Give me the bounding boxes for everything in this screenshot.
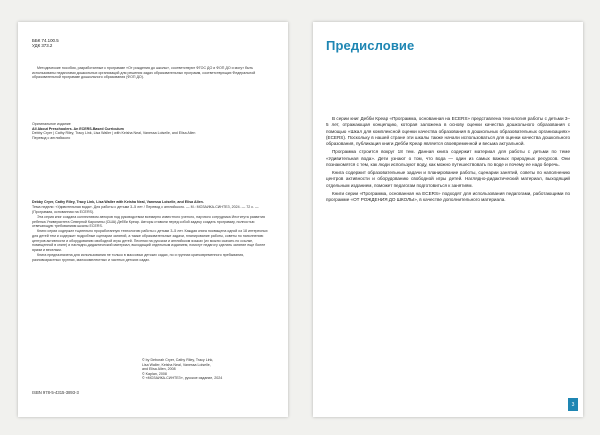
copyright-line: © «МОЗАИКА-СИНТЕЗ», русское издание, 2024 — [142, 376, 223, 381]
preface-paragraph: Книги серии «Программа, основанная на ECERS» подходят для использования педагогами, работающими по программе «ОТ РОЖДЕНИЯ ДО ШКОЛЫ», в качестве дополнительного материала. — [326, 190, 570, 202]
copyright-line: © Kaplan, 2008 — [142, 371, 167, 376]
biblio-paragraph: Книга предназначена для использования не только в массовых детских садах, но и группах кратковременного пребывания, разновозрастных группах, малокомплектных и частных детских садах. — [32, 252, 245, 262]
preface-paragraph: Программа строится вокруг 18 тем. Данная книга содержит материал для работы с детьми по теме «Удивительная вода». Дети узнают о том, что вода — один из самых важных природных ресурсов. Они познакомятся с тем, как люди используют воду, как можно путешествовать по воде и почему ее надо беречь. — [326, 149, 570, 167]
bibliographic-description — [32, 200, 272, 263]
preface-title: Предисловие — [326, 38, 415, 53]
copyright-line: and Elisa Allen, 2008 — [142, 367, 176, 372]
page-number: 3 — [568, 398, 578, 411]
original-title: All About Preschoolers. An ECERS-Based Curriculum — [32, 126, 124, 131]
biblio-paragraph: Книги серии содержат тщательно проработанную технологию работы с детьми 3–5 лет. Каждая книга посвящена одной из 18 интересных для детей тем и содержит подробные сценарии занятий, а также образовательные задачи, планирование работы, советы по наполнению центров активности и оборудованию свободной игры детей. Песенки на русском и английском языках (их можно скачать по ссылке, помещенной в книге) и наглядно-дидактический материал, выходящий отдельным изданием, помогут педагогу сделать занятие еще более ярким и веселым. — [32, 229, 268, 252]
copyright-line: © by Deborah Cryer, Cathy Riley, Tracy Link, — [142, 358, 214, 362]
preface-paragraph: В серии книг Дебби Креар «Программа, основанная на ECERS» представлена технология работы с детьми 3–5 лет, отражающая концепцию, которая заложена в основу оценки качества дошкольного образования с помощью «Шкал для комплексной оценки качества образования в дошкольных образовательных организациях» (ECERS). Поскольку в нашей стране эти шкалы также начали использоваться для оценки качества дошкольного образования, публикация книги Дебби Креар является своевременной и весьма актуальной. — [326, 116, 570, 147]
translation-note: Перевод с английского — [32, 135, 71, 140]
preface-paragraph: Книга содержит образовательные задачи и планирование работы, сценарии занятий, советы по наполнению центров активности и оборудованию свободной игры детей. Наглядно-дидактический материал, выходящий отдельным изданием, поможет педагогам подготовиться к занятиям. — [326, 169, 570, 188]
biblio-entry: Тема недели: «Удивительная вода». Для работы с детьми 3–5 лет / Перевод с английского. — М.: МОЗАИКА-СИНТЕЗ, 2024. — 72 с. — (Программа, основанная на ECERS). — [32, 205, 259, 214]
methodology-note — [32, 66, 272, 80]
methodology-note-text: Методические пособия, разработанные к программе «От рождения до школы», соответствуют ФГОС ДО и ФОП ДО и могут быть использованы педагогами дошкольных организаций для решения задач образовательных программ, соответствующих Федеральной образовательной программе дошкольного образования (ФОП ДО). — [32, 66, 256, 80]
copyright-line: Lisa Waller, Keisha Neal, Vanessa Loiselle, — [142, 362, 211, 367]
preface-body — [326, 116, 570, 205]
left-page — [18, 22, 288, 417]
right-page — [313, 22, 583, 417]
copyright-block — [142, 358, 272, 381]
original-label: Оригинальное издание — [32, 122, 71, 126]
biblio-authors: Debby Cryer, Cathy Riley, Tracy Link, Lisa Waller with Keisha Neal, Vanessa Loiselle, and Elisa Allen. — [32, 200, 204, 204]
bbk-code: ББК 74.100.5 — [32, 38, 59, 43]
classification-codes — [32, 38, 272, 49]
original-edition — [32, 122, 272, 140]
udk-code: УДК 373.2 — [32, 43, 53, 49]
biblio-paragraph: Эта серия книг создана коллективом авторов под руководством всемирно известного ученого, научного сотрудника Института развития ребенка Университета Северной Каролины (США) Дебби Креар. Авторы ставили перед собой задачу создать программу, полностью отвечающую требованиям шкалы ECERS. — [32, 214, 265, 229]
isbn: ISBN 978-5-4315-3893-3 — [32, 390, 79, 395]
original-authors: Debby Cryer | Cathy Riley, Tracy Link, Lisa Waller | with Keisha Neal, Vanessa Loiselle, and Elisa Allen — [32, 131, 196, 136]
